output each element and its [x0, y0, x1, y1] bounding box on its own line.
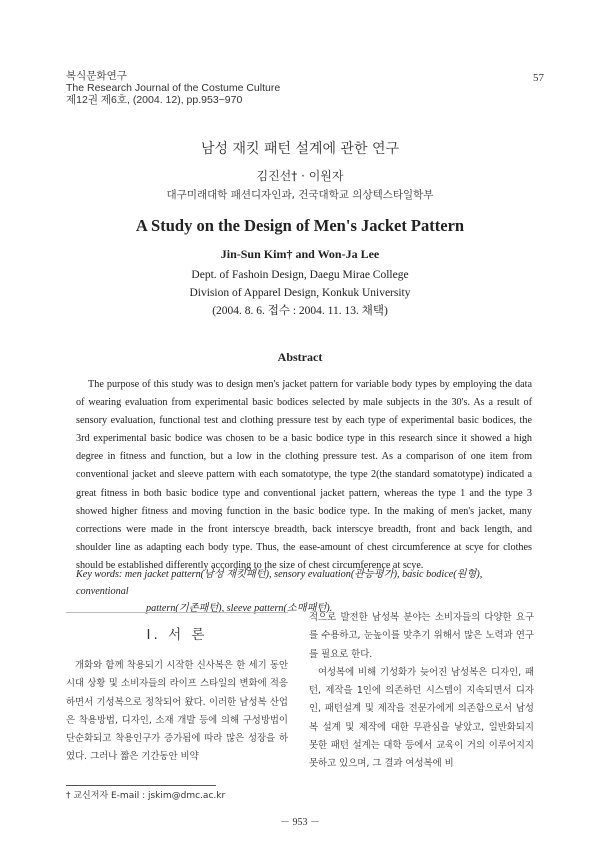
- authors-en: Jin-Sun Kim† and Won-Ja Lee: [220, 247, 380, 261]
- paper-title-en: A Study on the Design of Men's Jacket Pattern: [135, 216, 465, 235]
- body-column-right: [309, 609, 534, 774]
- paragraph: 개화와 함께 착용되기 시작한 신사복은 한 세기 동안 시대 상황 및 소비자들의 라이프 스타일의 변화에 적응하면서 기성복으로 정착되어 왔다. 이러한 남성복 산업은 착용방법, 디자인, 소재 개발 등에 의해 구성방법이 단순화되고 착용인구가 증가됨에 따라 많은 성장을 하였다. 그러나 짧은 기간동안 비약: [66, 660, 288, 763]
- affiliation-line: Dept. of Fashoin Design, Daegu Mirae College: [191, 269, 409, 281]
- paragraph: 적으로 발전한 남성복 분야는 소비자들의 다양한 요구를 수용하고, 눈높이를 맞추기 위해서 많은 노력과 연구를 필요로 한다.: [309, 612, 534, 660]
- journal-volume: 제12권 제6호, (2004. 12), pp.953~970: [66, 94, 243, 106]
- body-text-left: [66, 657, 288, 767]
- body-text-right: [309, 609, 534, 774]
- footnote-corresponding-author: † 교신저자 E-mail : jskim@dmc.ac.kr: [66, 791, 226, 801]
- paper-title-ko: 남성 재킷 패턴 설계에 관한 연구: [200, 141, 400, 157]
- journal-header: [66, 70, 280, 106]
- page-number-bottom: － 953 －: [280, 817, 320, 828]
- affiliations-en: [0, 266, 600, 320]
- body-column-left: [66, 612, 288, 767]
- journal-title-ko: 복식문화연구: [66, 70, 127, 82]
- page-number-top: 57: [533, 72, 544, 84]
- keywords-line: men jacket pattern(남성 재킷패턴), sensory evaluation(관능평가), basic bodice(원형), conventional: [76, 569, 483, 597]
- footnote-divider: [66, 785, 216, 786]
- received-accepted-dates: (2004. 8. 6. 접수 : 2004. 11. 13. 채택): [212, 305, 388, 317]
- affiliation-ko: 대구미래대학 패션디자인과, 건국대학교 의상텍스타일학부: [166, 189, 434, 201]
- abstract-heading: Abstract: [277, 350, 323, 364]
- authors-ko: 김진선† · 이원자: [256, 169, 344, 183]
- journal-title-en: The Research Journal of the Costume Culture: [66, 82, 281, 94]
- abstract-body: The purpose of this study was to design men's jacket pattern for variable body types by employing the data of wearing evaluation from experimental basic bodices selected by male subjects in the 30's. As a result of sensory evaluation, functional test and clothing pressure test by each type of experimental basic bodices, the 3rd experimental basic bodice was chosen to be a basic bodice type in this research since it showed a high degree in fitness and function, but a low in the clothing pressure test. As a comparison of one item from conventional jacket and sleeve pattern with each somatotype, the type 2(the standard somatotype) indicated a great fitness in both basic bodice type and conventional jacket pattern, whereas the type 1 and the type 3 showed higher fitness and moving function in the basic bodice type. In the making of men's jacket, many corrections were made in the front interscye breadth, back interscye breadth, front and back length, and shoulder line as adapting each body type. Thus, the ease-amount of chest circumference at scye for clothes should be established differently according to the size of chest circumference at scye.: [76, 379, 532, 571]
- keywords-label: Key words:: [76, 569, 123, 580]
- section-heading-introduction: Ⅰ. 서 론: [146, 627, 208, 643]
- affiliation-line: Division of Apparel Design, Konkuk University: [189, 287, 411, 299]
- paragraph: 여성복에 비해 기성화가 늦어진 남성복은 디자인, 패턴, 제작을 1인에 의존하던 시스템이 지속되면서 디자인, 패턴설계 및 제작을 전문가에게 의존함으로서 남성복 설계 및 제작에 대한 무관심을 낳았고, 일반화되지 못한 패턴 설계는 대학 등에서 교육이 거의 이루어지지 못하고 있으며, 그 결과 여성복에 비: [309, 666, 534, 770]
- keywords-line: pattern(기존패턴), sleeve pattern(소매패턴).: [146, 603, 333, 614]
- section-divider: [66, 612, 288, 613]
